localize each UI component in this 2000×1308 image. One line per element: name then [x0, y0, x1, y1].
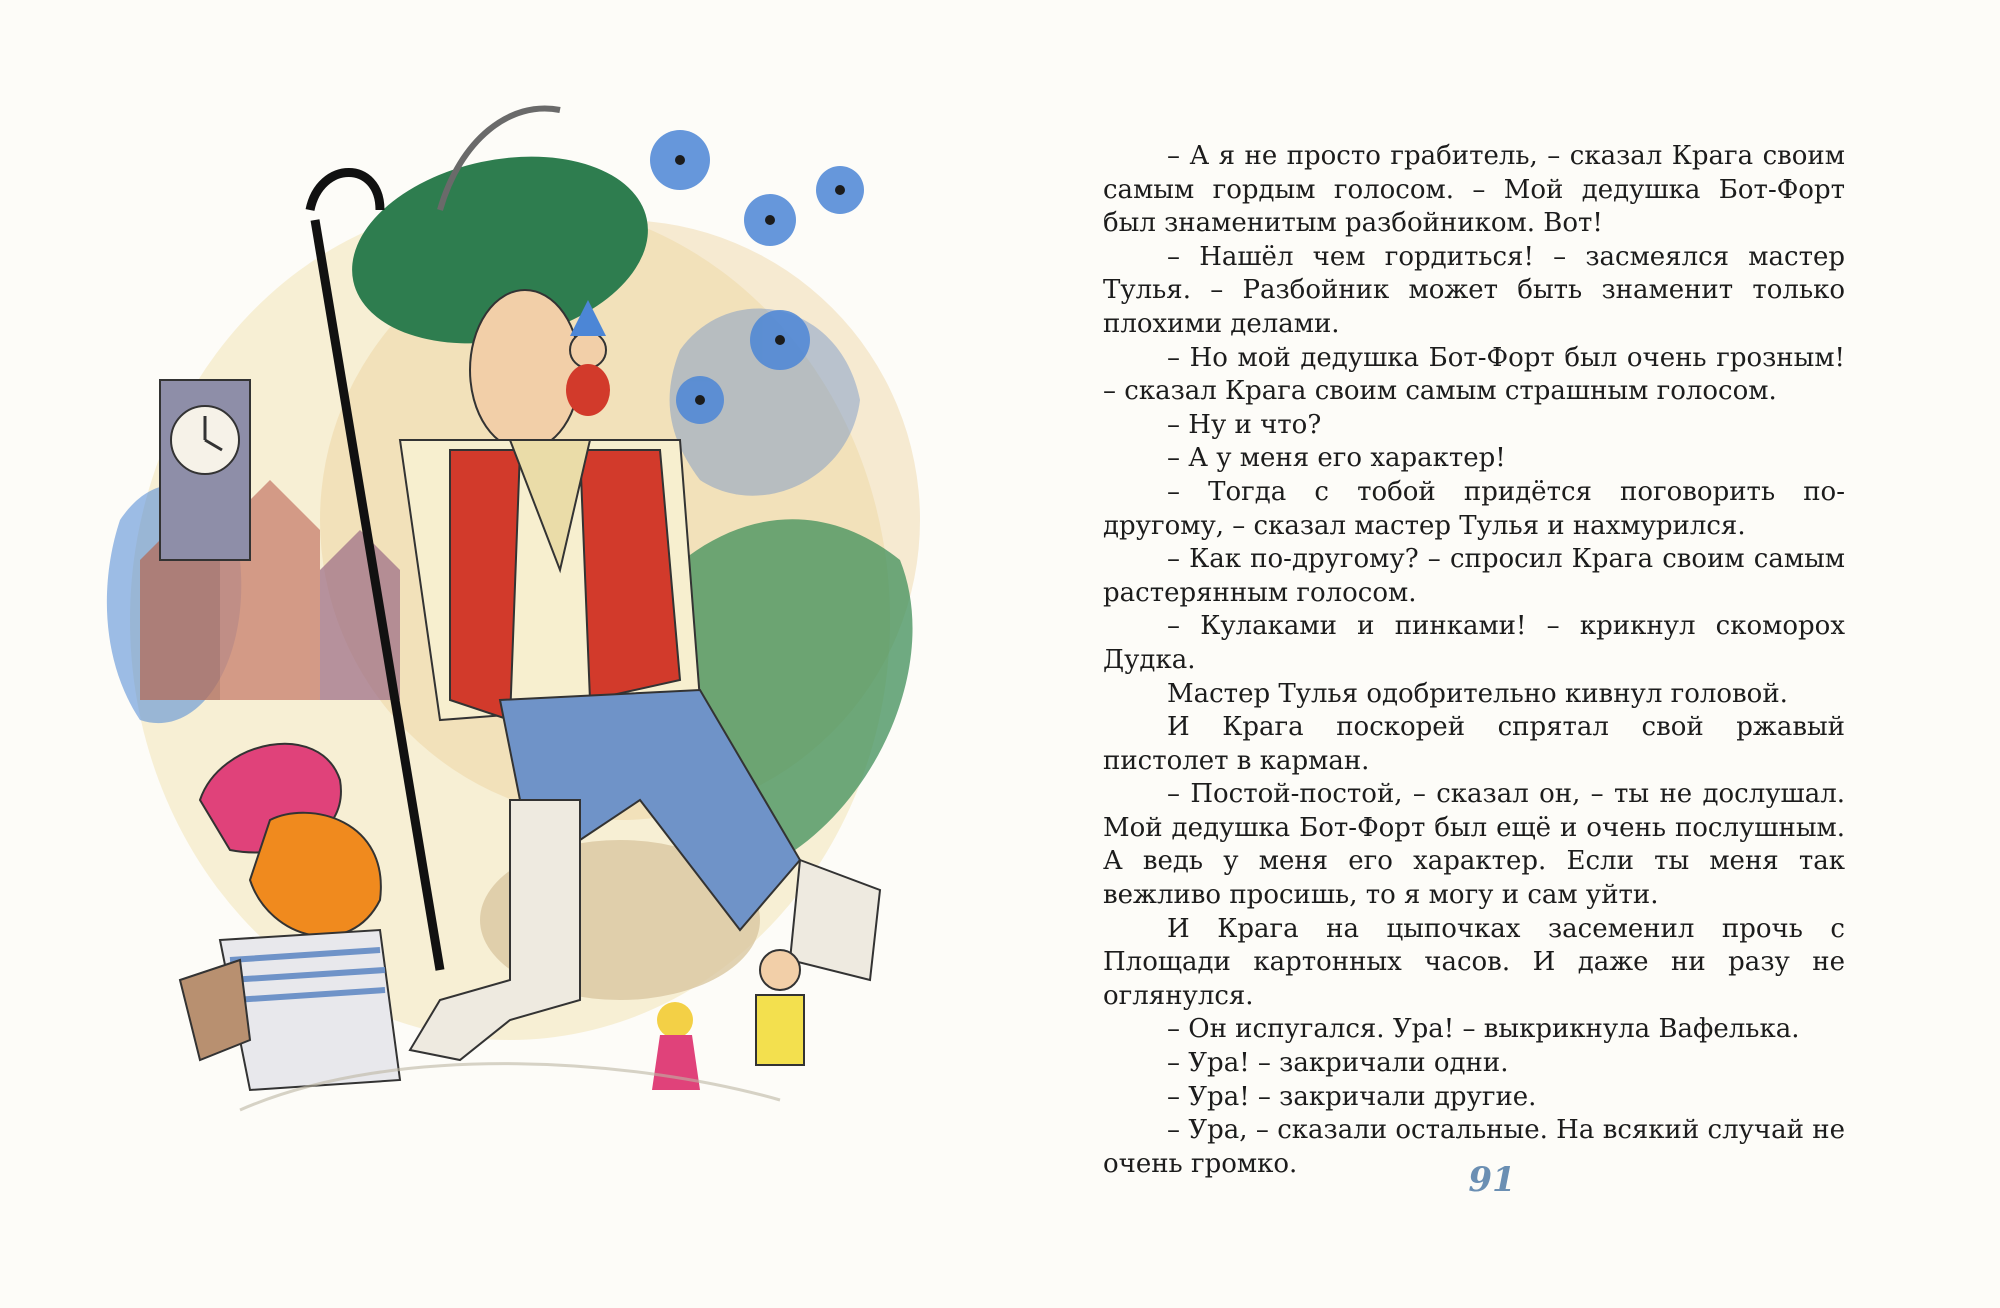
storybook-illustration-icon: [80, 100, 1000, 1160]
paragraph: – А я не просто грабитель, – сказал Крага своим самым гордым голосом. – Мой дедушка Бот-Форт был знаменитым разбойником. Вот!: [1103, 141, 1845, 239]
paragraph: – А у меня его характер!: [1167, 443, 1506, 474]
paragraph: И Крага на цыпочках засеменил прочь с Площади картонных часов. И даже ни разу не оглянулся.: [1103, 913, 1845, 1011]
paragraph: Мастер Тулья одобрительно кивнул головой.: [1167, 678, 1788, 709]
story-illustration: [80, 100, 1000, 1160]
paragraph: – Ну и что?: [1167, 409, 1322, 440]
paragraph: – Как по-другому? – спросил Крага своим самым растерянным голосом.: [1103, 544, 1845, 608]
story-text: [1103, 140, 1845, 1181]
paragraph: – Постой-постой, – сказал он, – ты не дослушал. Мой дедушка Бот-Форт был ещё и очень послушным. А ведь у меня его характер. Если ты меня так вежливо просишь, то я могу и сам уйти.: [1103, 779, 1845, 911]
paragraph: – Кулаками и пинками! – крикнул скоморох Дудка.: [1103, 611, 1845, 675]
paragraph: И Крага поскорей спрятал свой ржавый пистолет в карман.: [1103, 712, 1845, 776]
page-number: 91: [1468, 1160, 1516, 1200]
paragraph: – Он испугался. Ура! – выкрикнула Вафелька.: [1167, 1014, 1800, 1045]
paragraph: – Нашёл чем гордиться! – засмеялся мастер Тулья. – Разбойник может быть знаменит только плохими делами.: [1103, 241, 1845, 339]
paragraph: – Тогда с тобой придётся поговорить по-другому, – сказал мастер Тулья и нахмурился.: [1103, 476, 1845, 541]
paragraph: – Ура! – закричали одни.: [1167, 1048, 1509, 1079]
paragraph: – Но мой дедушка Бот-Форт был очень грозным! – сказал Крага своим самым страшным голосом.: [1103, 342, 1845, 407]
paragraph: – Ура, – сказали остальные. На всякий случай не очень громко.: [1103, 1115, 1845, 1179]
paragraph: – Ура! – закричали другие.: [1167, 1081, 1537, 1112]
